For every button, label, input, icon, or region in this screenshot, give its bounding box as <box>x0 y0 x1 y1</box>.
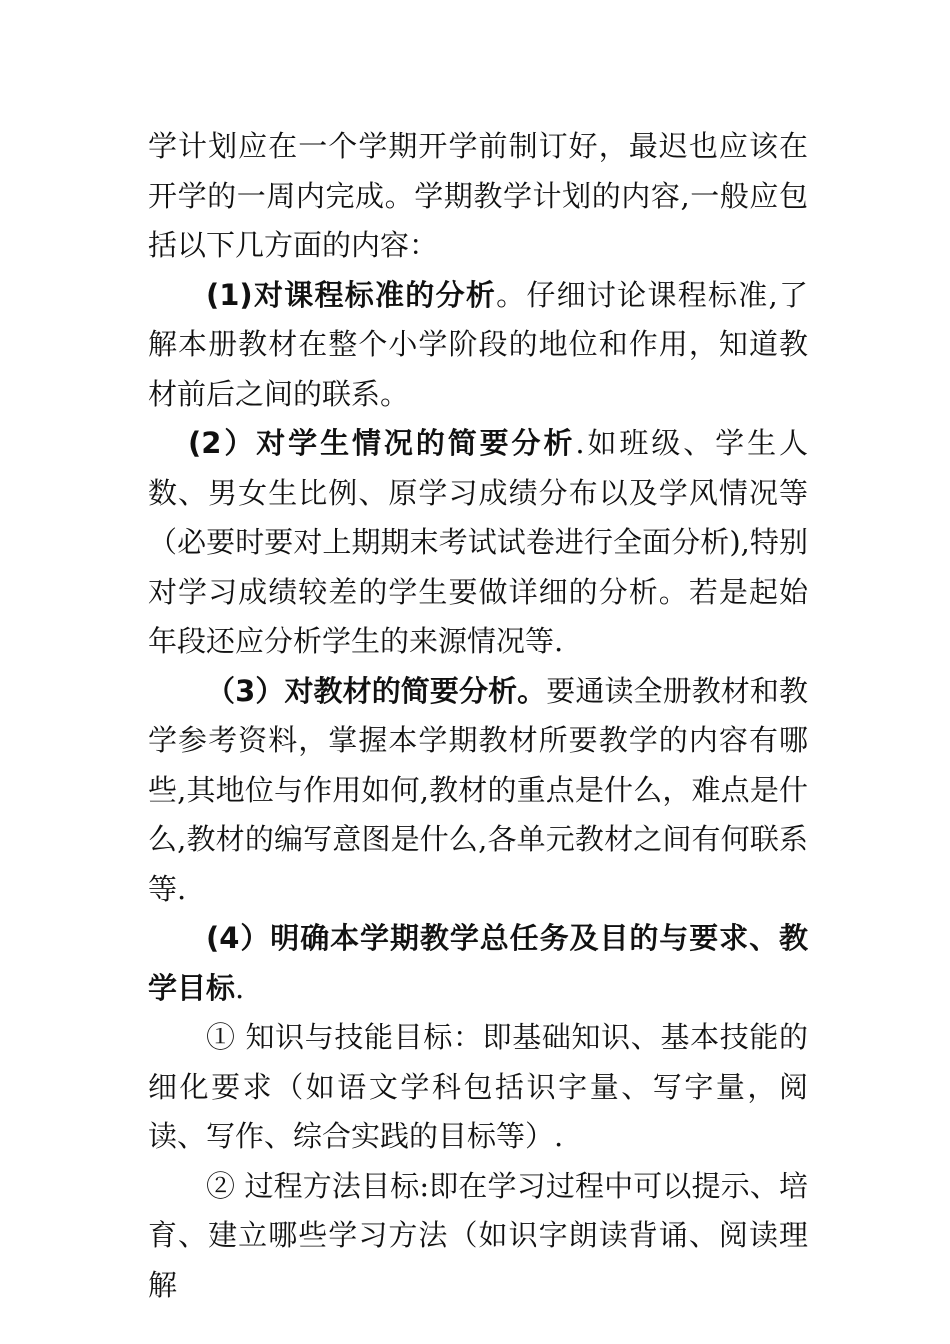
goal-2-paragraph: ② 过程方法目标:即在学习过程中可以提示、培育、建立哪些学习方法（如识字朗读背诵、阅读理解 <box>148 1168 808 1302</box>
section-1-paragraph <box>148 271 808 420</box>
document-page <box>148 122 808 1310</box>
section-2-heading: (2）对学生情况的简要分析 <box>188 426 576 460</box>
section-4-body: . <box>235 970 245 1005</box>
goal-1-paragraph: ① 知识与技能目标：即基础知识、基本技能的细化要求（如语文学科包括识字量、写字量，阅读、写作、综合实践的目标等）. <box>148 1020 808 1153</box>
section-1-heading: (1)对课程标准的分析 <box>206 277 497 312</box>
section-2-body: .如班级、学生人数、男女生比例、原学习成绩分布以及学风情况等（必要时要对上期期末考试试卷进行全面分析),特别对学习成绩较差的学生要做详细的分析。若是起始年段还应分析学生的来源情况等. <box>148 426 808 658</box>
section-4-heading: (4）明确本学期教学总任务及目的与要求、教学目标 <box>148 921 808 1005</box>
section-4-paragraph <box>148 914 808 1013</box>
section-1-body: 。仔细讨论课程标准,了解本册教材在整个小学阶段的地位和作用，知道教材前后之间的联系。 <box>148 277 809 411</box>
intro-paragraph: 学计划应在一个学期开学前制订好，最迟也应该在开学的一周内完成。学期教学计划的内容,一般应包括以下几方面的内容： <box>148 129 808 262</box>
section-2-paragraph <box>148 419 808 667</box>
section-3-heading: （3）对教材的简要分析。 <box>206 673 547 708</box>
section-3-paragraph <box>148 667 808 915</box>
section-3-body: 要通读全册教材和教学参考资料，掌握本学期教材所要教学的内容有哪些,其地位与作用如何,教材的重点是什么，难点是什么,教材的编写意图是什么,各单元教材之间有何联系等. <box>148 673 808 906</box>
